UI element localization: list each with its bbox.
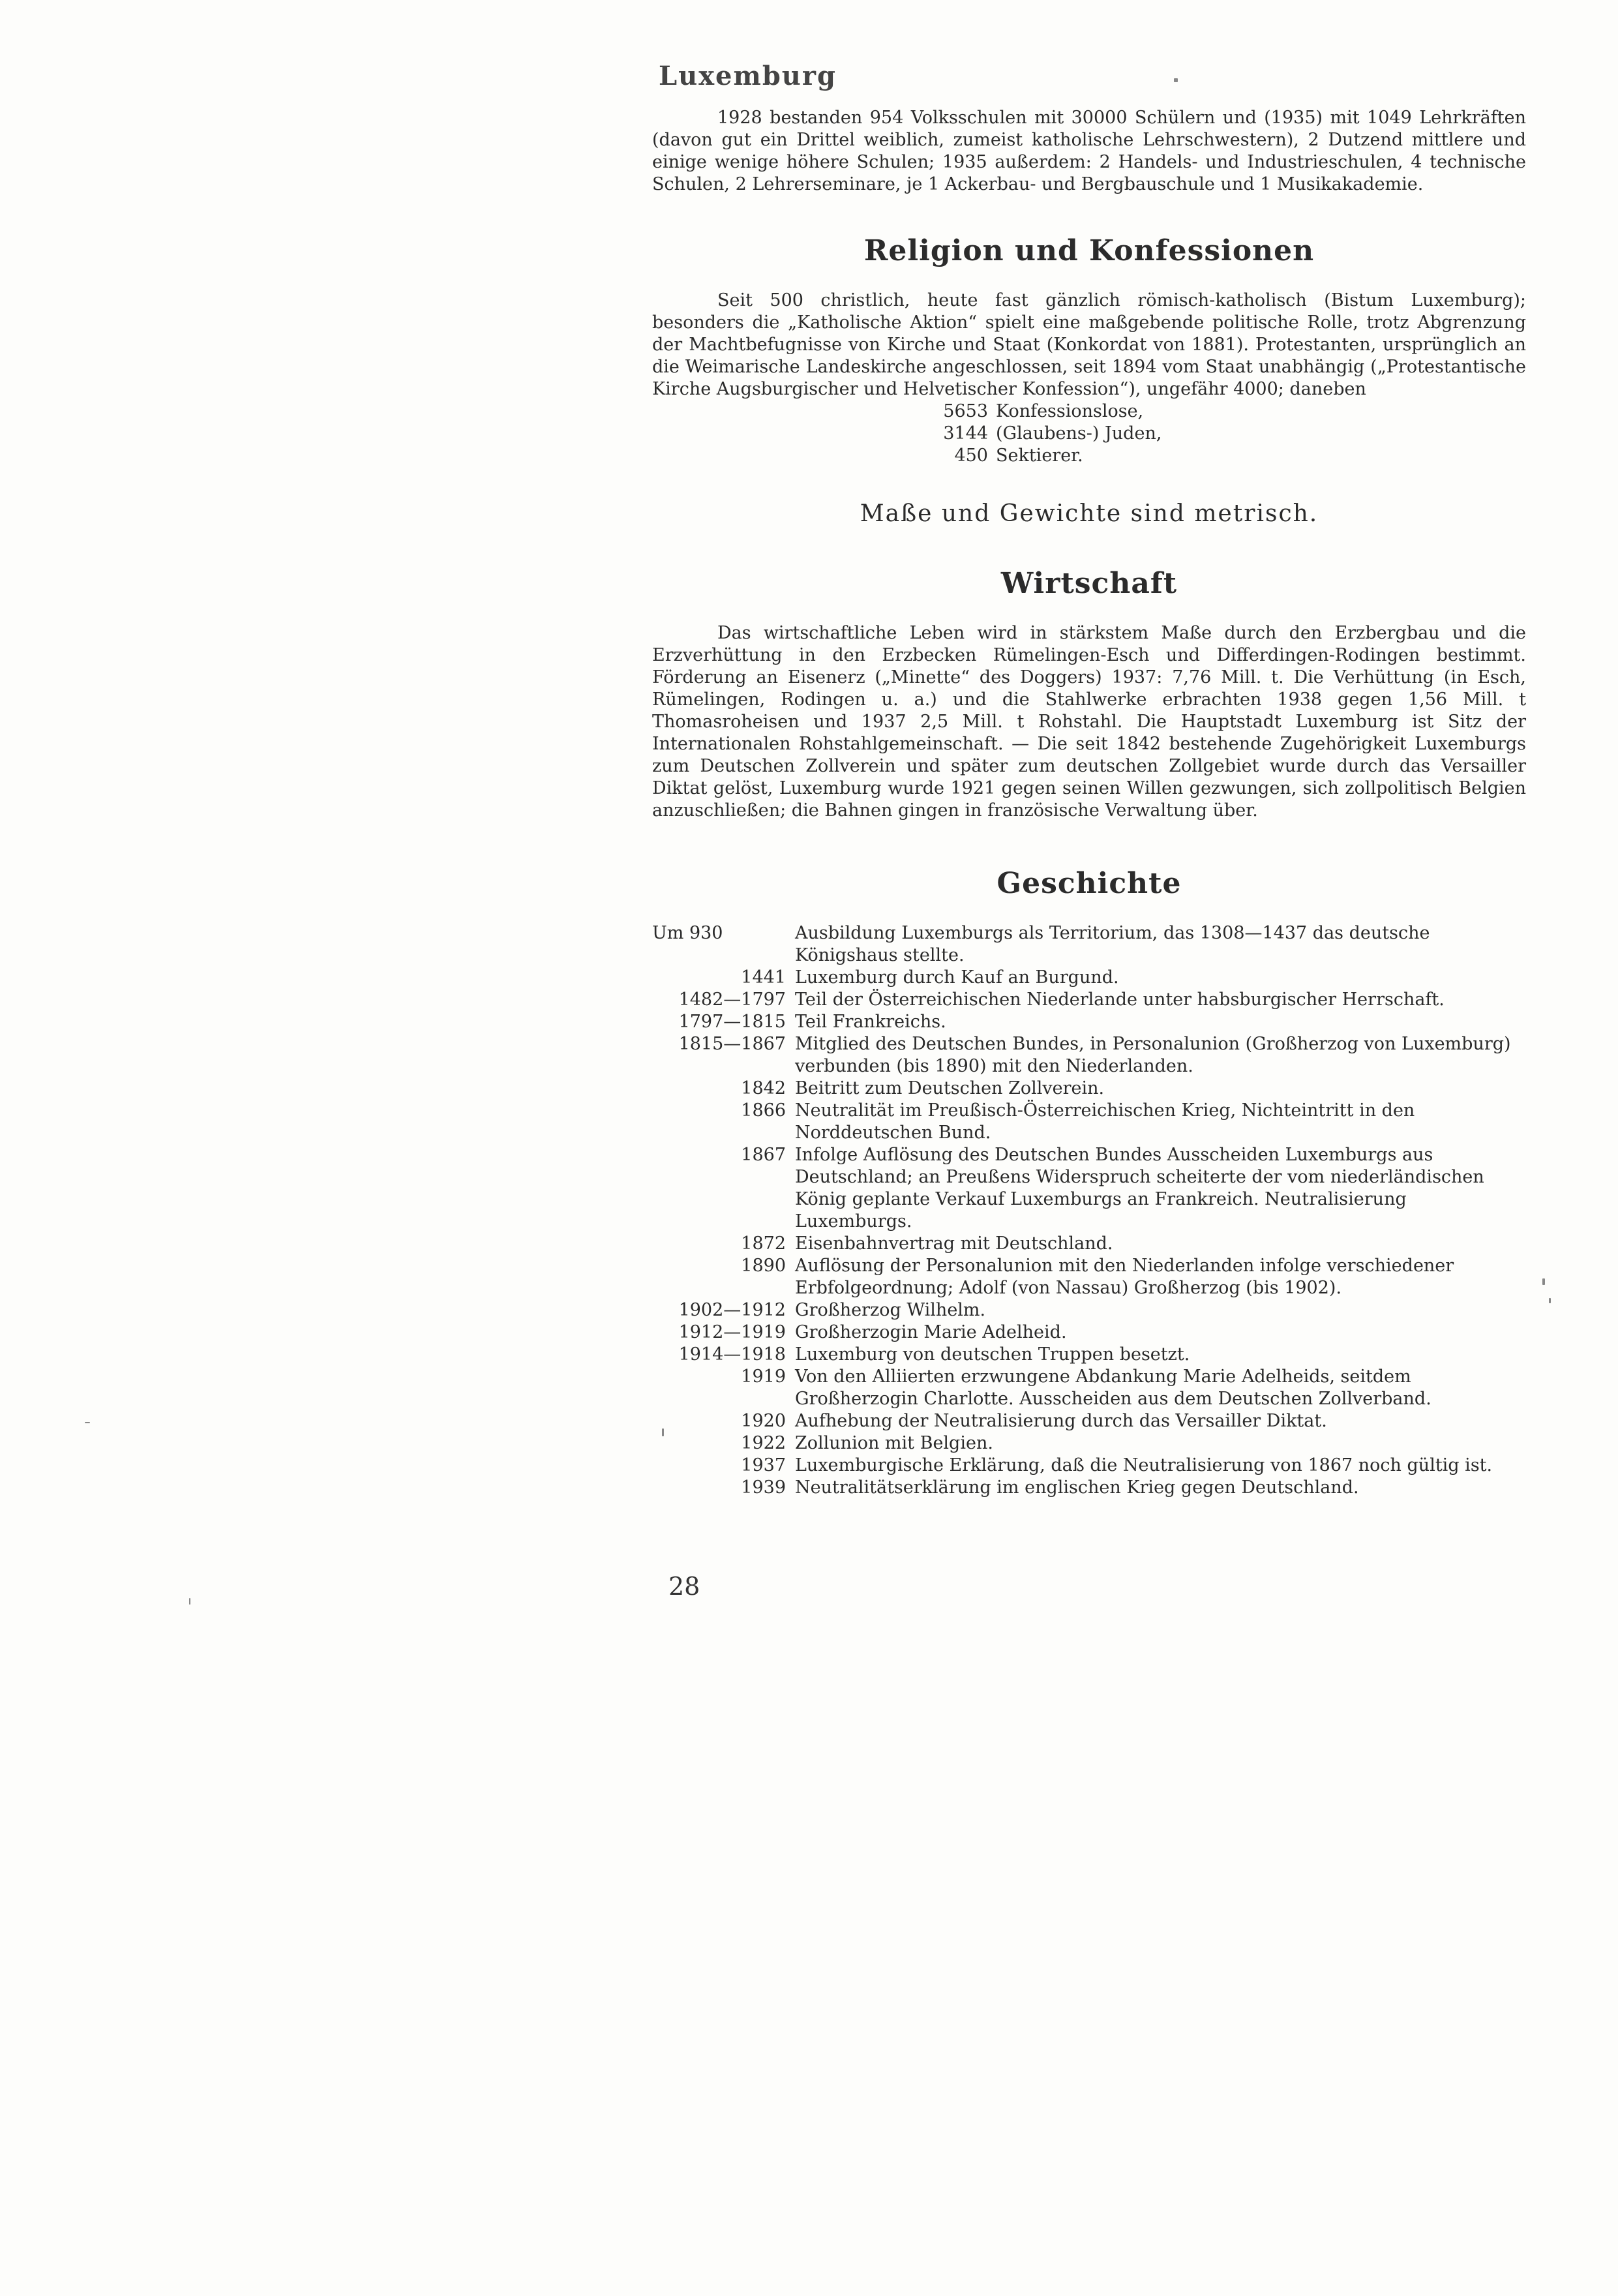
timeline-text: Großherzog Wilhelm.: [795, 1300, 986, 1320]
timeline-entry: [652, 1233, 1526, 1255]
timeline-text: Luxemburg von deutschen Truppen besetzt.: [795, 1344, 1190, 1365]
timeline-entry: [652, 1011, 1526, 1033]
stat-label: Konfessionslose,: [996, 401, 1144, 421]
timeline-text: Ausbildung Luxemburgs als Territorium, das 1308—1437 das deutsche Königshaus stellte.: [795, 923, 1430, 965]
timeline-text: Von den Alliierten erzwungene Abdankung Marie Adelheids, seitdem Großherzogin Charlotte. Ausscheiden aus dem Deutschen Zollverband.: [795, 1367, 1431, 1409]
stat-row: [913, 400, 1526, 423]
page-content: [652, 61, 1526, 1499]
timeline-text: Großherzogin Marie Adelheid.: [795, 1322, 1067, 1342]
religion-stats: [913, 400, 1526, 467]
measures-heading: Maße und Gewichte sind metrisch.: [860, 500, 1319, 527]
timeline-entry: [652, 1477, 1526, 1499]
intro-paragraph: 1928 bestanden 954 Volksschulen mit 30000 Schülern und (1935) mit 1049 Lehrkräften (davon gut ein Drittel weiblich, zumeist katholische Lehrschwestern), 2 Dutzend mittlere und einige wenige höhere Schulen; 1935 außerdem: 2 Handels- und Industrieschulen, 4 technische Schulen, 2 Lehrerseminare, je 1 Ackerbau- und Bergbauschule und 1 Musikakademie.: [652, 108, 1526, 194]
timeline-text: Neutralität im Preußisch-Österreichischen Krieg, Nichteintritt in den Norddeutschen Bund.: [795, 1100, 1415, 1143]
scan-speck: [85, 1422, 90, 1423]
timeline-text: Mitglied des Deutschen Bundes, in Personalunion (Großherzog von Luxemburg) verbunden (bis 1890) mit den Niederlanden.: [795, 1034, 1511, 1076]
timeline-entry: [652, 922, 1526, 967]
timeline-text: Luxemburg durch Kauf an Burgund.: [795, 967, 1119, 988]
history-heading: Geschichte: [996, 867, 1182, 900]
timeline-entry: [652, 1078, 1526, 1100]
stat-number: 450: [954, 446, 988, 466]
timeline-entry: [652, 1410, 1526, 1432]
timeline-text: Infolge Auflösung des Deutschen Bundes Ausscheiden Luxemburgs aus Deutschland; an Preußens Widerspruch scheiterte der vom niederländischen König geplante Verkauf Luxemburgs an Frankreich. Neutralisierung Luxemburgs.: [795, 1145, 1484, 1231]
timeline-text: Luxemburgische Erklärung, daß die Neutralisierung von 1867 noch gültig ist.: [795, 1455, 1493, 1475]
timeline-text: Eisenbahnvertrag mit Deutschland.: [795, 1233, 1113, 1254]
timeline-text: Neutralitätserklärung im englischen Krieg gegen Deutschland.: [795, 1477, 1359, 1498]
scan-speck: [189, 1598, 190, 1605]
timeline-entry: [652, 1100, 1526, 1144]
timeline-entry: [652, 1299, 1526, 1322]
timeline-entry: [652, 967, 1526, 989]
page-number: 28: [668, 1572, 700, 1601]
timeline-date: 1815—1867: [678, 1034, 786, 1054]
timeline-date: 1919: [741, 1367, 786, 1387]
timeline-entry: [652, 989, 1526, 1011]
timeline-date: 1920: [741, 1411, 786, 1431]
religion-heading: Religion und Konfessionen: [863, 234, 1315, 267]
timeline-date: 1922: [741, 1433, 786, 1453]
economy-heading: Wirtschaft: [1000, 567, 1178, 600]
religion-paragraph: Seit 500 christlich, heute fast gänzlich römisch-katholisch (Bistum Luxemburg); besonders die „Katholische Aktion“ spielt eine maßgebende politische Rolle, trotz Abgrenzung der Machtbefugnisse von Kirche und Staat (Konkordat von 1881). Protestanten, ursprünglich an die Weimarische Landeskirche angeschlossen, seit 1894 vom Staat unabhängig („Protestantische Kirche Augsburgischer und Helvetischer Konfession“), ungefähr 4000; daneben: [652, 290, 1526, 399]
timeline-entry: [652, 1366, 1526, 1410]
timeline-date: 1482—1797: [678, 989, 786, 1010]
timeline-text: Auflösung der Personalunion mit den Niederlanden infolge verschiedener Erbfolgeordnung; Adolf (von Nassau) Großherzog (bis 1902).: [795, 1256, 1454, 1298]
timeline-text: Aufhebung der Neutralisierung durch das Versailler Diktat.: [795, 1411, 1327, 1431]
scan-speck: [662, 1428, 664, 1436]
timeline-text: Zollunion mit Belgien.: [795, 1433, 993, 1453]
history-timeline: [652, 922, 1526, 1499]
timeline-date: 1867: [741, 1145, 786, 1165]
timeline-date: Um 930: [652, 923, 723, 943]
timeline-date: 1912—1919: [678, 1322, 786, 1342]
timeline-date: 1797—1815: [678, 1012, 786, 1032]
timeline-date: 1902—1912: [678, 1300, 786, 1320]
stat-number: 5653: [943, 401, 988, 421]
timeline-entry: [652, 1033, 1526, 1078]
timeline-text: Teil Frankreichs.: [795, 1012, 946, 1032]
stat-number: 3144: [943, 423, 988, 444]
stat-row: [913, 445, 1526, 467]
timeline-date: 1937: [741, 1455, 786, 1475]
timeline-entry: [652, 1255, 1526, 1299]
timeline-date: 1872: [741, 1233, 786, 1254]
timeline-entry: [652, 1144, 1526, 1233]
timeline-text: Beitritt zum Deutschen Zollverein.: [795, 1078, 1105, 1098]
scan-speck: [1549, 1298, 1551, 1303]
timeline-date: 1890: [741, 1256, 786, 1276]
stat-label: (Glaubens-) Juden,: [996, 423, 1162, 444]
scan-speck: [1542, 1278, 1545, 1285]
timeline-entry: [652, 1344, 1526, 1366]
timeline-entry: [652, 1322, 1526, 1344]
scan-speck: [1174, 78, 1178, 82]
stat-row: [913, 423, 1526, 445]
timeline-date: 1842: [741, 1078, 786, 1098]
timeline-date: 1866: [741, 1100, 786, 1121]
timeline-text: Teil der Österreichischen Niederlande unter habsburgischer Herrschaft.: [795, 989, 1445, 1010]
timeline-date: 1914—1918: [678, 1344, 786, 1365]
timeline-date: 1441: [741, 967, 786, 988]
running-head: Luxemburg: [659, 61, 837, 91]
timeline-entry: [652, 1432, 1526, 1455]
timeline-date: 1939: [741, 1477, 786, 1498]
stat-label: Sektierer.: [996, 446, 1083, 466]
timeline-entry: [652, 1455, 1526, 1477]
economy-paragraph: Das wirtschaftliche Leben wird in stärkstem Maße durch den Erzbergbau und die Erzverhüttung in den Erzbecken Rümelingen-Esch und Differdingen-Rodingen bestimmt. Förderung an Eisenerz („Minette“ des Doggers) 1937: 7,76 Mill. t. Die Verhüttung (in Esch, Rümelingen, Rodingen u. a.) und die Stahlwerke erbrachten 1938 gegen 1,56 Mill. t Thomasroheisen und 1937 2,5 Mill. t Rohstahl. Die Hauptstadt Luxemburg ist Sitz der Internationalen Rohstahlgemeinschaft. — Die seit 1842 bestehende Zugehörigkeit Luxemburgs zum Deutschen Zollverein und später zum deutschen Zollgebiet wurde durch das Versailler Diktat gelöst, Luxemburg wurde 1921 gegen seinen Willen gezwungen, sich zollpolitisch Belgien anzuschließen; die Bahnen gingen in französische Verwaltung über.: [652, 623, 1526, 821]
